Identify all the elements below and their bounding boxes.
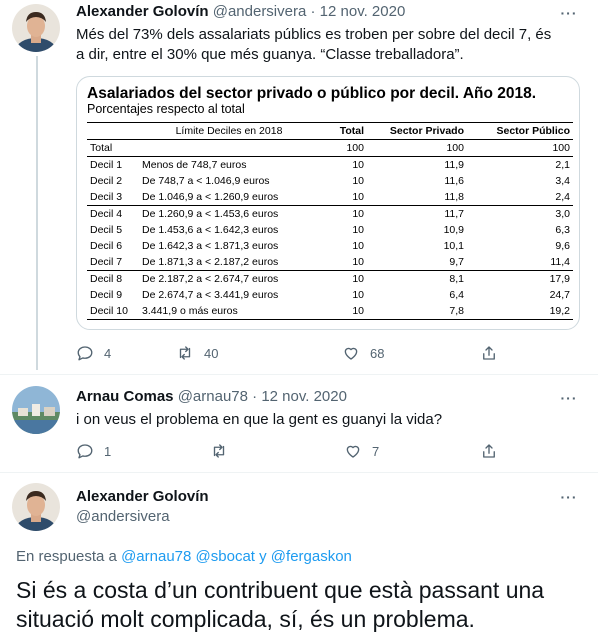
tweet1-text-line1: Més del 73% dels assalariats públics es troben per sobre del decil 7, és bbox=[76, 26, 552, 43]
table-cell: De 1.046,9 a < 1.260,9 euros bbox=[139, 189, 319, 206]
tweet3-author-handle[interactable] bbox=[76, 507, 170, 527]
table-row bbox=[87, 271, 573, 288]
table-cell: 10 bbox=[319, 303, 367, 320]
table-cell: 6,4 bbox=[449, 289, 464, 301]
table-cell: Decil 3 bbox=[87, 189, 139, 206]
table-cell: De 2.674,7 a < 3.441,9 euros bbox=[142, 289, 279, 301]
tweet-date[interactable]: 12 nov. 2020 bbox=[319, 3, 406, 20]
table-cell: 11,4 bbox=[467, 254, 573, 271]
table-cell: 3.441,9 o más euros bbox=[139, 303, 319, 320]
like-count: 7 bbox=[372, 443, 380, 459]
table-cell: 11,8 bbox=[367, 189, 467, 206]
table-cell: 10 bbox=[352, 208, 364, 220]
heart-icon bbox=[344, 442, 362, 460]
tweet-divider bbox=[0, 472, 598, 473]
table-row bbox=[87, 222, 573, 238]
table-row bbox=[87, 206, 573, 223]
table-cell: 24,7 bbox=[549, 289, 570, 301]
tweet2-header bbox=[76, 387, 347, 407]
tweet1-text bbox=[76, 25, 586, 65]
thread-connector-line bbox=[36, 56, 38, 370]
table-cell: 10 bbox=[319, 254, 367, 271]
table-row bbox=[87, 254, 573, 271]
table-cell: 10 bbox=[352, 159, 364, 171]
table-header-cell: Total bbox=[319, 123, 367, 140]
table-cell: 8,1 bbox=[449, 273, 464, 285]
share-upload-icon bbox=[480, 442, 498, 460]
author-name[interactable]: Arnau Comas bbox=[76, 388, 174, 405]
separator-dot: · bbox=[252, 388, 258, 405]
like-button[interactable] bbox=[342, 343, 384, 363]
author-handle[interactable]: @arnau78 bbox=[177, 388, 248, 405]
tweet1-attached-image[interactable] bbox=[76, 76, 580, 330]
table-row bbox=[87, 173, 573, 189]
table-cell: 2,1 bbox=[555, 159, 570, 171]
author-handle[interactable]: @andersivera bbox=[76, 508, 170, 525]
table-cell: 11,6 bbox=[444, 175, 464, 187]
table-subtitle: Porcentajes respecto al total bbox=[87, 102, 245, 116]
table-cell: De 1.260,9 a < 1.453,6 euros bbox=[142, 208, 279, 220]
retweet-arrows-icon bbox=[210, 442, 228, 460]
table-row bbox=[87, 189, 573, 206]
reply-bubble-icon bbox=[76, 344, 94, 362]
retweet-arrows-icon bbox=[176, 344, 194, 362]
decile-table bbox=[87, 122, 573, 320]
avatar-photo-icon bbox=[12, 483, 60, 531]
avatar-alexander-golovin[interactable] bbox=[12, 4, 60, 52]
table-cell: Menos de 748,7 euros bbox=[142, 159, 247, 171]
table-cell: 10 bbox=[352, 240, 364, 252]
tweet2-action-bar bbox=[76, 441, 506, 461]
tweet-divider bbox=[0, 374, 598, 375]
table-header-row bbox=[87, 123, 573, 140]
like-button[interactable] bbox=[344, 441, 379, 461]
table-cell: 2,4 bbox=[467, 189, 573, 206]
table-header-cell bbox=[87, 123, 139, 140]
table-cell: Decil 7 bbox=[87, 254, 139, 271]
table-cell: De 1.453,6 a < 1.642,3 euros bbox=[142, 224, 279, 236]
table-cell: Decil 9 bbox=[90, 289, 123, 301]
avatar-alexander-golovin[interactable] bbox=[12, 483, 60, 531]
table-cell: 10 bbox=[352, 273, 364, 285]
table-cell: 9,7 bbox=[367, 254, 467, 271]
tweet3-text-line2: situació molt complicada, sí, és un problema. bbox=[16, 606, 475, 632]
tweet3-author-name[interactable] bbox=[76, 487, 209, 507]
table-cell: 17,9 bbox=[549, 273, 570, 285]
tweet1-text-line2: a dir, entre el 30% que més guanya. “Classe treballadora”. bbox=[76, 46, 464, 63]
table-cell: De 1.642,3 a < 1.871,3 euros bbox=[142, 240, 279, 252]
like-count: 68 bbox=[370, 345, 385, 361]
reply-count: 1 bbox=[104, 443, 112, 459]
table-cell: 10 bbox=[319, 189, 367, 206]
table-cell: 9,6 bbox=[555, 240, 570, 252]
reply-prefix: En respuesta a bbox=[16, 548, 117, 565]
share-upload-icon bbox=[480, 344, 498, 362]
avatar-photo-icon bbox=[12, 4, 60, 52]
more-horizontal-icon[interactable]: ··· bbox=[560, 489, 578, 505]
tweet-date[interactable]: 12 nov. 2020 bbox=[261, 388, 347, 405]
table-cell: 11,9 bbox=[444, 159, 464, 171]
table-cell: Decil 8 bbox=[90, 273, 123, 285]
table-row bbox=[87, 157, 573, 174]
table-header-cell: Límite Deciles en 2018 bbox=[139, 123, 319, 140]
reply-count: 4 bbox=[104, 345, 112, 361]
table-cell: 11,7 bbox=[444, 208, 464, 220]
retweet-button[interactable] bbox=[210, 441, 238, 461]
table-cell: 10 bbox=[352, 175, 364, 187]
author-handle[interactable]: @andersivera bbox=[212, 3, 307, 20]
mention-link[interactable]: @fergaskon bbox=[270, 548, 352, 565]
table-cell: Total bbox=[87, 140, 139, 157]
table-cell: 10 bbox=[352, 289, 364, 301]
table-cell: De 2.187,2 a < 2.674,7 euros bbox=[142, 273, 279, 285]
mention-link[interactable]: @sbocat bbox=[195, 548, 255, 565]
author-name[interactable]: Alexander Golovín bbox=[76, 3, 209, 20]
share-button[interactable] bbox=[480, 343, 498, 363]
table-cell: Decil 1 bbox=[90, 159, 123, 171]
table-cell: 100 bbox=[467, 140, 573, 157]
table-cell: Decil 5 bbox=[90, 224, 123, 236]
avatar-photo-icon bbox=[12, 386, 60, 434]
tweet1-action-bar bbox=[76, 343, 506, 363]
table-header-cell: Sector Privado bbox=[367, 123, 467, 140]
table-cell: 19,2 bbox=[467, 303, 573, 320]
reply-button[interactable] bbox=[76, 343, 111, 363]
tweet2-text: i on veus el problema en que la gent es guanyi la vida? bbox=[76, 411, 443, 428]
reply-bubble-icon bbox=[76, 442, 94, 460]
table-cell: Decil 2 bbox=[90, 175, 123, 187]
author-name[interactable]: Alexander Golovín bbox=[76, 488, 209, 505]
avatar-arnau-comas[interactable] bbox=[12, 386, 60, 434]
more-horizontal-icon[interactable]: ··· bbox=[560, 390, 578, 406]
table-cell: 10,1 bbox=[443, 240, 464, 252]
table-cell bbox=[139, 140, 319, 157]
table-row bbox=[87, 140, 573, 157]
table-title: Asalariados del sector privado o público por decil. Año 2018. bbox=[87, 85, 537, 102]
retweet-button[interactable] bbox=[176, 343, 218, 363]
table-cell: Decil 10 bbox=[87, 303, 139, 320]
table-cell: 7,8 bbox=[367, 303, 467, 320]
table-row bbox=[87, 303, 573, 320]
reply-button[interactable] bbox=[76, 441, 111, 461]
more-horizontal-icon[interactable]: ··· bbox=[560, 5, 578, 21]
table-cell: 10 bbox=[352, 224, 364, 236]
mention-conjunction[interactable]: y bbox=[259, 548, 267, 565]
table-cell: 10,9 bbox=[443, 224, 464, 236]
table-cell: De 1.871,3 a < 2.187,2 euros bbox=[139, 254, 319, 271]
table-cell: 6,3 bbox=[555, 224, 570, 236]
table-cell: Decil 6 bbox=[90, 240, 123, 252]
separator-dot: · bbox=[310, 3, 316, 20]
heart-icon bbox=[342, 344, 360, 362]
tweet3-text bbox=[16, 576, 586, 634]
tweet3-text-line1: Si és a costa d’un contribuent que està passant una bbox=[16, 577, 545, 603]
table-cell: Decil 4 bbox=[90, 208, 123, 220]
share-button[interactable] bbox=[480, 441, 498, 461]
table-row bbox=[87, 238, 573, 254]
reply-context bbox=[16, 548, 352, 565]
mention-link[interactable]: @arnau78 bbox=[121, 548, 192, 565]
table-cell: 3,4 bbox=[555, 175, 570, 187]
table-cell: De 748,7 a < 1.046,9 euros bbox=[142, 175, 270, 187]
table-cell: 100 bbox=[367, 140, 467, 157]
table-header-cell: Sector Público bbox=[467, 123, 573, 140]
retweet-count: 40 bbox=[204, 345, 219, 361]
table-row bbox=[87, 287, 573, 303]
tweet1-header bbox=[76, 2, 405, 22]
table-cell: 3,0 bbox=[555, 208, 570, 220]
table-cell: 100 bbox=[319, 140, 367, 157]
